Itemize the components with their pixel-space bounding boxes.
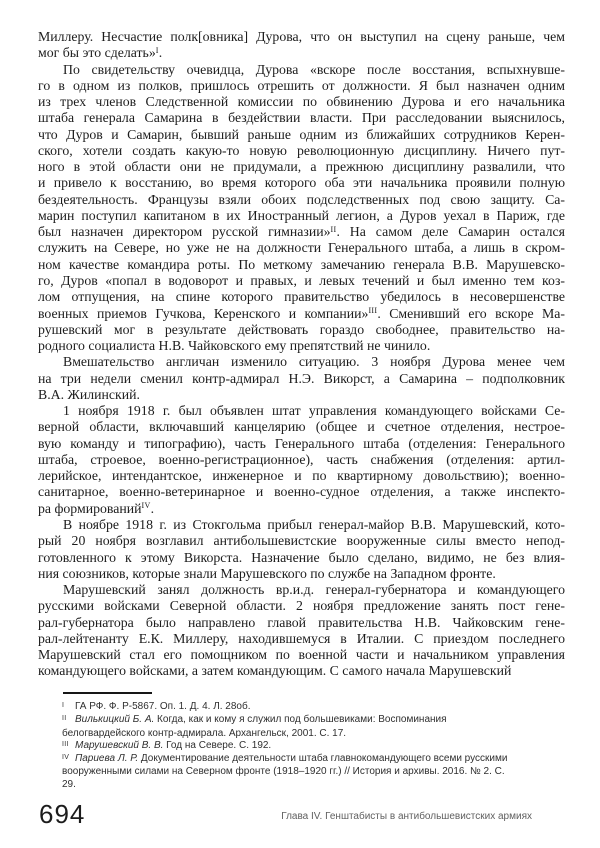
text-segment: что Дуров и Самарин, бывший раньше одним из ближайших сотрудников Керен-: [38, 126, 565, 142]
text-segment: санитарное, военно-ветеринарное и военно-судное отделения, а также инспекто-: [38, 484, 565, 500]
text-segment: из трех членов Следственной комиссии по обвинению Дурова и его начальника: [38, 94, 565, 110]
text-line: [38, 533, 565, 549]
text-segment: Вмешательство англичан изменило ситуацию. 3 ноября Дурова менее чем: [63, 354, 565, 370]
text-line: [38, 663, 565, 679]
text-segment: . На самом деле Самарин остался: [336, 224, 565, 240]
text-line: [38, 175, 565, 191]
text-line: [38, 647, 565, 663]
text-line: [38, 403, 565, 419]
text-segment: бездеятельность. Французы взяли обоих подследственных под свою защиту. Са-: [38, 191, 565, 207]
footnote-item: [62, 714, 510, 740]
text-segment: Марушевский занял должность вр.и.д. генерал-губернатора и командующего: [63, 582, 565, 598]
footnote-text: Когда, как и кому я служил под большевиками: Воспоминания белогвардейского контр-адмирала. Архангельск, 2001. С. 17.: [62, 714, 447, 739]
text-line: [38, 484, 565, 500]
paragraph: [38, 582, 565, 680]
text-segment: штаба генерала Самарина в бездействии власти. При расследовании выяснилось,: [38, 110, 565, 126]
text-line: [38, 62, 565, 78]
text-segment: ния союзников, которые знали Марушевского по службе на Западном фронте.: [38, 565, 496, 581]
text-line: [38, 192, 565, 208]
footnote-marker: I: [62, 702, 65, 709]
text-line: [38, 468, 565, 484]
text-segment: командующего войсками, а затем командующим. С самого начала Марушевский: [38, 663, 512, 679]
text-line: [38, 224, 565, 240]
footnote-marker: III: [62, 740, 69, 748]
footnote-text: Марушевский В. В.: [75, 739, 164, 751]
text-line: [38, 419, 565, 435]
text-line: [38, 598, 565, 614]
text-segment: верной области, включавший канцелярию (общее и счетное отделения, нестрое-: [38, 419, 565, 435]
text-segment: Миллеру. Несчастие полк[овника] Дурова, что он выступил на сцену раньше, чем: [38, 29, 565, 44]
footnote-text: ГА РФ. Ф. Р-5867. Оп. 1. Д. 4. Л. 28об.: [75, 701, 251, 712]
text-line: [38, 354, 565, 370]
running-title: Глава IV. Генштабисты в антибольшевистских армиях: [281, 811, 532, 822]
footnote-item: [62, 701, 510, 714]
text-line: [38, 452, 565, 468]
text-segment: на три недели сменил контр-адмирал Н.Э. Викорст, а Самарина – подполковник: [38, 370, 565, 386]
text-segment: лом отпущения, на спине которого правительство убедилось в несовершенстве: [38, 289, 565, 305]
footnotes: [62, 701, 510, 791]
footnote-text: Париева Л. Р.: [75, 753, 139, 765]
text-line: [38, 78, 565, 94]
text-segment: го, Дуров «попал в водоворот и правых, и левых течений и был именно тем коз-: [38, 272, 565, 288]
text-segment: рал-лейтенанту Е.К. Миллеру, находившемуся в Италии. С приездом последнего: [38, 630, 565, 646]
text-line: [38, 45, 565, 61]
text-segment: рый 20 ноября возглавил антибольшевистские вооруженные силы вместо непод-: [38, 533, 565, 549]
footnote-marker: II: [62, 715, 67, 723]
text-segment: вую команду и типографию), часть Генерального штаба (отделения: Генерального: [38, 435, 565, 451]
paragraph: [38, 517, 565, 582]
text-segment: Марушевский стал его помощником по военной части и начальником управления: [38, 647, 565, 663]
text-segment: ского, хотели создать какую-то новую революционную дисциплину. Ничего пут-: [38, 142, 565, 158]
footnote-text: Документирование деятельности штаба главнокомандующего всеми русскими вооруженными силами на Северном фронте (1918–1920 гг.) // История и архивы. 2016. № 2. С. 29.: [62, 753, 508, 790]
footnote-ref: III: [368, 306, 378, 316]
text-segment: русскими войсками Северной области. 2 ноября предложение занять пост гене-: [38, 598, 565, 614]
text-line: [38, 94, 565, 110]
text-segment: 1 ноября 1918 г. был объявлен штат управления командующего войсками Се-: [63, 403, 565, 419]
footnote-item: [62, 740, 510, 753]
paragraph: [38, 62, 565, 355]
text-segment: родного социалиста Н.В. Чайковского ему препятствий не чинило.: [38, 338, 431, 354]
text-segment: .: [150, 500, 155, 516]
text-line: [38, 615, 565, 631]
text-line: [38, 436, 565, 452]
text-segment: лерийское, интендантское, инженерное и по квартирному довольствию); военно-: [38, 468, 565, 484]
text-line: [38, 631, 565, 647]
text-line: [38, 550, 565, 566]
paragraph: [38, 354, 565, 403]
text-line: [38, 338, 565, 354]
text-segment: рушевский мог в результате действовать гораздо свободнее, правительство на-: [38, 321, 565, 337]
footnote-text: Вилькицкий Б. А.: [75, 714, 155, 726]
text-segment: военных приемов Гучкова, Керенского и компании»: [38, 305, 369, 321]
text-line: [38, 240, 565, 256]
footnote-ref: II: [330, 224, 337, 234]
text-line: [38, 501, 565, 517]
footnote-text: Год на Севере. С. 192.: [163, 739, 272, 751]
text-line: [38, 566, 565, 582]
text-line: [38, 517, 565, 533]
text-line: [38, 143, 565, 159]
text-segment: рал-губернатора было направлено главой правительства Н.В. Чайковским гене-: [38, 614, 565, 630]
text-line: [38, 159, 565, 175]
text-segment: В.А. Жилинский.: [38, 386, 140, 402]
text-line: [38, 371, 565, 387]
text-line: [38, 582, 565, 598]
text-segment: и привело к восстанию, во время которого оба эти начальника проявили полную: [38, 175, 565, 191]
text-segment: го в одном из полков, пришлось отрешить от должности. Я был назначен одним: [38, 77, 565, 93]
footnote-ref: I: [155, 45, 159, 55]
footnote-marker: IV: [62, 754, 70, 762]
text-segment: ра формирований: [38, 500, 142, 516]
footnote-separator: [63, 692, 152, 694]
text-line: [38, 127, 565, 143]
text-line: [38, 289, 565, 305]
text-segment: ного в этой области они не придумали, а прежнюю дисциплину развалили, что: [38, 159, 565, 175]
text-segment: .: [158, 45, 163, 61]
text-segment: служить на Севере, но уже не на должности Генерального штаба, а лишь в скром-: [38, 240, 565, 256]
text-line: [38, 257, 565, 273]
paragraph: [38, 403, 565, 517]
text-segment: мог бы это сделать»: [38, 45, 156, 61]
text-segment: был назначен директором русской гимназии»: [38, 224, 331, 240]
text-segment: штаба, строевое, военно-регистрационное), часть снабжения (отделения: артил-: [38, 451, 565, 467]
text-segment: . Сменивший его вскоре Ма-: [377, 305, 565, 321]
text-segment: В ноябре 1918 г. из Стокгольма прибыл генерал-майор В.В. Марушевский, кото-: [63, 516, 565, 532]
text-line: [38, 387, 565, 403]
text-segment: По свидетельству очевидца, Дурова «вскоре после восстания, вспыхнувше-: [63, 61, 565, 77]
page-number: 694: [39, 799, 86, 829]
main-text: [38, 29, 565, 680]
text-line: [38, 273, 565, 289]
text-segment: готовленного к этому Викорста. Назначение было сделано, видимо, не без влия-: [38, 549, 565, 565]
text-line: [38, 306, 565, 322]
footnote-ref: IV: [141, 501, 151, 511]
text-line: [38, 322, 565, 338]
text-line: [38, 208, 565, 224]
text-line: [38, 29, 565, 45]
text-line: [38, 110, 565, 126]
paragraph: [38, 29, 565, 62]
text-segment: ном качестве командира роты. По меткому замечанию генерала В.В. Марушевско-: [38, 256, 565, 272]
text-segment: марин поступил капитаном в их Иностранный легион, а Дуров уехал в Париж, где: [38, 207, 565, 223]
footnote-item: [62, 753, 510, 791]
